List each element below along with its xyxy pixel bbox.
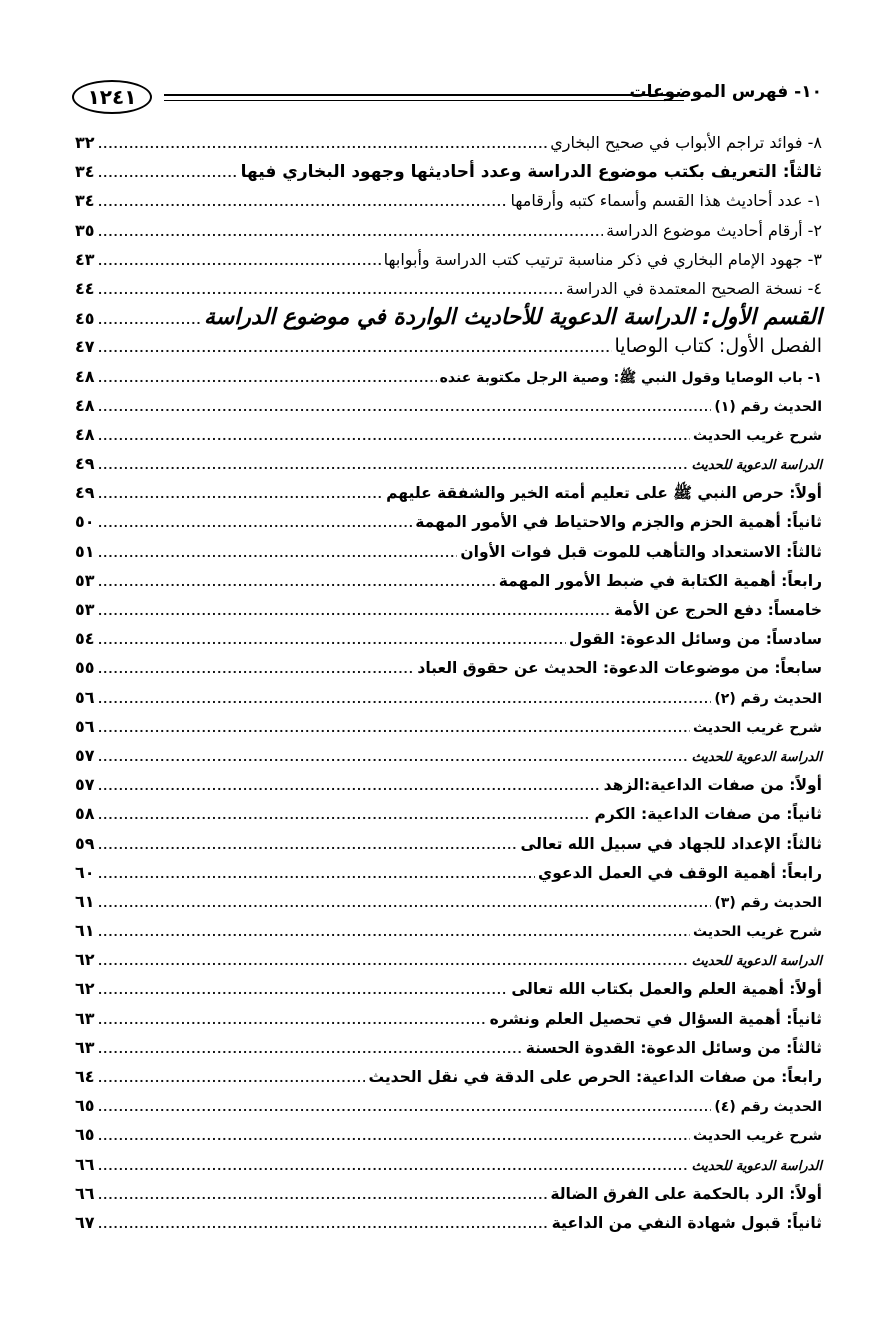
toc-entry-page: ٦٥ bbox=[75, 1096, 95, 1116]
toc-entry bbox=[75, 1062, 822, 1091]
dot-leader bbox=[98, 188, 508, 217]
toc-entry bbox=[75, 216, 822, 245]
dot-leader bbox=[98, 685, 711, 714]
toc-entry-page: ٥٧ bbox=[75, 745, 95, 765]
toc-entry-title: شرح غريب الحديث bbox=[693, 427, 822, 444]
toc-entry-page: ٥٧ bbox=[75, 775, 95, 795]
toc-entry bbox=[75, 1120, 822, 1149]
toc-entry bbox=[75, 449, 822, 478]
dot-leader bbox=[98, 130, 547, 159]
toc-entry-title: ثالثاً: من وسائل الدعوة: القدوة الحسنة bbox=[525, 1038, 822, 1057]
toc-entry-page: ٦٧ bbox=[75, 1212, 95, 1232]
dot-leader bbox=[98, 1035, 523, 1064]
toc-entry-title: ١- عدد أحاديث هذا القسم وأسماء كتبه وأرقامها bbox=[510, 191, 822, 211]
toc-entry-page: ٦١ bbox=[75, 891, 95, 911]
toc-entry-page: ٥٦ bbox=[75, 716, 95, 736]
toc-entry-title: ثانياً: أهمية الحزم والجزم والاحتياط في الأمور المهمة bbox=[415, 513, 822, 532]
toc-entry-title: ١- باب الوصايا وقول النبي ﷺ: وصية الرجل مكتوبة عنده bbox=[439, 369, 822, 386]
toc-entry-page: ٤٨ bbox=[75, 395, 95, 415]
dot-leader bbox=[98, 393, 711, 422]
dot-leader bbox=[98, 860, 535, 889]
dot-leader bbox=[98, 218, 603, 247]
toc-entry-page: ٦٦ bbox=[75, 1154, 95, 1174]
toc-entry bbox=[75, 391, 822, 420]
toc-entry-page: ٣٢ bbox=[75, 133, 95, 152]
toc-entry-page: ٣٥ bbox=[75, 220, 95, 240]
toc-entry bbox=[75, 186, 822, 215]
toc-entry-page: ٥٣ bbox=[75, 570, 95, 590]
toc-entry-page: ٤٩ bbox=[75, 483, 95, 503]
toc-entry-page: ٦٥ bbox=[75, 1125, 95, 1145]
toc-entry-page: ٤٥ bbox=[75, 309, 95, 329]
toc-entry-title: أولاً: أهمية العلم والعمل بكتاب الله تعالى bbox=[511, 980, 822, 999]
dot-leader bbox=[98, 568, 496, 597]
toc-entry-page: ٤٨ bbox=[75, 366, 95, 386]
dot-leader bbox=[98, 247, 381, 276]
dot-leader bbox=[98, 480, 383, 509]
toc-entry-title: أولاً: الرد بالحكمة على الفرق الضالة bbox=[550, 1184, 822, 1203]
dot-leader bbox=[98, 655, 414, 684]
dot-leader bbox=[98, 422, 690, 451]
toc-entry-title: الحديث رقم (٢) bbox=[714, 690, 822, 707]
toc-entry-title: خامساً: دفع الحرج عن الأمة bbox=[613, 601, 822, 619]
dot-leader bbox=[98, 1210, 549, 1239]
toc-entry bbox=[75, 420, 822, 449]
toc-entry-title: شرح غريب الحديث bbox=[693, 1128, 822, 1145]
toc-entry bbox=[75, 274, 822, 303]
toc-entry-page: ٦٤ bbox=[75, 1067, 95, 1086]
dot-leader bbox=[98, 159, 238, 188]
toc-entry bbox=[75, 770, 822, 799]
dot-leader bbox=[98, 1093, 711, 1122]
toc-entry bbox=[75, 799, 822, 828]
toc-entry bbox=[75, 478, 822, 507]
dot-leader bbox=[98, 714, 690, 743]
toc-entry-page: ٣٤ bbox=[75, 162, 95, 182]
toc-entry bbox=[75, 1033, 822, 1062]
toc-entry-title: الحديث رقم (٤) bbox=[714, 1099, 822, 1116]
toc-entry bbox=[75, 1179, 822, 1208]
dot-leader bbox=[98, 1122, 690, 1151]
toc-entry-title: ٢- أرقام أحاديث موضوع الدراسة bbox=[606, 220, 822, 240]
toc-entry bbox=[75, 1004, 822, 1033]
toc-entry bbox=[75, 1208, 822, 1237]
dot-leader bbox=[98, 772, 601, 801]
toc-entry bbox=[75, 332, 822, 361]
toc-entry bbox=[75, 653, 822, 682]
dot-leader bbox=[98, 306, 201, 335]
toc-entry-title: شرح غريب الحديث bbox=[693, 719, 822, 736]
toc-entry-title: ٨- فوائد تراجم الأبواب في صحيح البخاري bbox=[550, 133, 822, 152]
toc-entry-page: ٥٦ bbox=[75, 687, 95, 707]
toc-entry-title: ثالثاً: الإعداد للجهاد في سبيل الله تعالى bbox=[520, 834, 822, 853]
toc-entry-title: رابعاً: من صفات الداعية: الحرص على الدقة في نقل الحديث bbox=[368, 1068, 822, 1086]
dot-leader bbox=[98, 1006, 487, 1035]
dot-leader bbox=[98, 918, 690, 947]
dot-leader bbox=[98, 597, 611, 626]
header-rule bbox=[164, 94, 684, 101]
toc-entry-title: الدراسة الدعوية للحديث bbox=[691, 1158, 822, 1174]
toc-entry-title: القسم الأول: الدراسة الدعوية للأحاديث الواردة في موضوع الدراسة bbox=[203, 305, 822, 331]
toc-entry-title: سادساً: من وسائل الدعوة: القول bbox=[569, 630, 822, 649]
toc-entry-title: الفصل الأول: كتاب الوصايا bbox=[614, 335, 822, 358]
dot-leader bbox=[98, 276, 563, 305]
toc-entry-page: ٥٣ bbox=[75, 600, 95, 619]
toc-entry-page: ٤٩ bbox=[75, 454, 95, 474]
toc-entry-page: ٤٣ bbox=[75, 249, 95, 269]
dot-leader bbox=[98, 743, 688, 772]
dot-leader bbox=[98, 831, 518, 860]
toc-entry bbox=[75, 741, 822, 770]
toc-entry-title: شرح غريب الحديث bbox=[693, 924, 822, 941]
toc-entry bbox=[75, 945, 822, 974]
toc-entry-page: ٦١ bbox=[75, 921, 95, 941]
toc-entry-title: الدراسة الدعوية للحديث bbox=[691, 458, 822, 474]
dot-leader bbox=[98, 947, 688, 976]
table-of-contents bbox=[75, 128, 822, 1237]
toc-entry-title: الدراسة الدعوية للحديث bbox=[691, 954, 822, 970]
toc-entry bbox=[75, 858, 822, 887]
toc-entry-title: ٣- جهود الإمام البخاري في ذكر مناسبة ترتيب كتب الدراسة وأبوابها bbox=[383, 249, 822, 269]
dot-leader bbox=[98, 334, 612, 363]
toc-entry-page: ٤٨ bbox=[75, 424, 95, 444]
toc-entry bbox=[75, 712, 822, 741]
page-title: ١٠- فهرس الموضوعات bbox=[629, 82, 822, 102]
toc-entry-page: ٥٩ bbox=[75, 833, 95, 853]
dot-leader bbox=[98, 539, 457, 568]
toc-entry-title: أولاً: من صفات الداعية:الزهد bbox=[603, 776, 822, 795]
toc-entry-title: ثانياً: من صفات الداعية: الكرم bbox=[594, 805, 822, 824]
dot-leader bbox=[98, 1152, 688, 1181]
toc-entry-page: ٦٢ bbox=[75, 979, 95, 999]
toc-entry-page: ٦٣ bbox=[75, 1008, 95, 1028]
dot-leader bbox=[98, 976, 508, 1005]
toc-entry-title: الحديث رقم (٣) bbox=[714, 894, 822, 911]
toc-entry-page: ٣٤ bbox=[75, 191, 95, 211]
toc-entry-title: ثالثاً: التعريف بكتب موضوع الدراسة وعدد أحاديثها وجهود البخاري فيها bbox=[240, 162, 822, 183]
toc-entry bbox=[75, 157, 822, 186]
dot-leader bbox=[98, 364, 437, 393]
toc-entry-title: ثالثاً: الاستعداد والتأهب للموت قبل فوات الأوان bbox=[460, 542, 822, 561]
toc-entry-title: رابعاً: أهمية الكتابة في ضبط الأمور المهمة bbox=[498, 571, 822, 590]
toc-entry-page: ٥٠ bbox=[75, 512, 95, 532]
toc-entry bbox=[75, 537, 822, 566]
dot-leader bbox=[98, 626, 566, 655]
toc-entry bbox=[75, 624, 822, 653]
toc-entry bbox=[75, 595, 822, 624]
dot-leader bbox=[98, 1181, 547, 1210]
dot-leader bbox=[98, 509, 412, 538]
page-header bbox=[72, 80, 822, 122]
page-number: ١٢٤١ bbox=[72, 80, 152, 114]
toc-entry bbox=[75, 128, 822, 157]
toc-entry-page: ٦٠ bbox=[75, 862, 95, 882]
toc-entry bbox=[75, 1150, 822, 1179]
toc-entry bbox=[75, 245, 822, 274]
toc-entry-title: الحديث رقم (١) bbox=[714, 398, 822, 415]
toc-entry-page: ٥٨ bbox=[75, 804, 95, 824]
toc-entry-page: ٥١ bbox=[75, 541, 95, 561]
toc-entry-page: ٦٦ bbox=[75, 1183, 95, 1203]
toc-entry-title: رابعاً: أهمية الوقف في العمل الدعوي bbox=[538, 863, 822, 882]
toc-entry bbox=[75, 507, 822, 536]
toc-entry bbox=[75, 887, 822, 916]
toc-entry bbox=[75, 1091, 822, 1120]
toc-entry bbox=[75, 362, 822, 391]
toc-entry-title: ثانياً: أهمية السؤال في تحصيل العلم ونشره bbox=[489, 1009, 822, 1028]
toc-entry bbox=[75, 974, 822, 1003]
toc-entry bbox=[75, 916, 822, 945]
toc-entry-page: ٥٥ bbox=[75, 658, 95, 678]
toc-entry bbox=[75, 829, 822, 858]
dot-leader bbox=[98, 801, 591, 830]
toc-entry-page: ٥٤ bbox=[75, 629, 95, 649]
toc-entry bbox=[75, 683, 822, 712]
toc-entry-title: ٤- نسخة الصحيح المعتمدة في الدراسة bbox=[565, 278, 822, 298]
dot-leader bbox=[98, 889, 711, 918]
toc-entry-page: ٦٣ bbox=[75, 1037, 95, 1057]
dot-leader bbox=[98, 451, 688, 480]
toc-entry-title: ثانياً: قبول شهادة النفي من الداعية bbox=[551, 1213, 822, 1232]
toc-entry bbox=[75, 566, 822, 595]
toc-entry-page: ٤٧ bbox=[75, 337, 95, 357]
toc-entry-page: ٦٢ bbox=[75, 950, 95, 970]
toc-entry bbox=[75, 303, 822, 332]
toc-entry-title: الدراسة الدعوية للحديث bbox=[691, 749, 822, 765]
toc-entry-title: سابعاً: من موضوعات الدعوة: الحديث عن حقوق العباد bbox=[417, 659, 822, 678]
toc-entry-page: ٤٤ bbox=[75, 278, 95, 298]
dot-leader bbox=[98, 1064, 365, 1093]
toc-entry-title: أولاً: حرص النبي ﷺ على تعليم أمته الخير والشفقة عليهم bbox=[386, 484, 822, 503]
